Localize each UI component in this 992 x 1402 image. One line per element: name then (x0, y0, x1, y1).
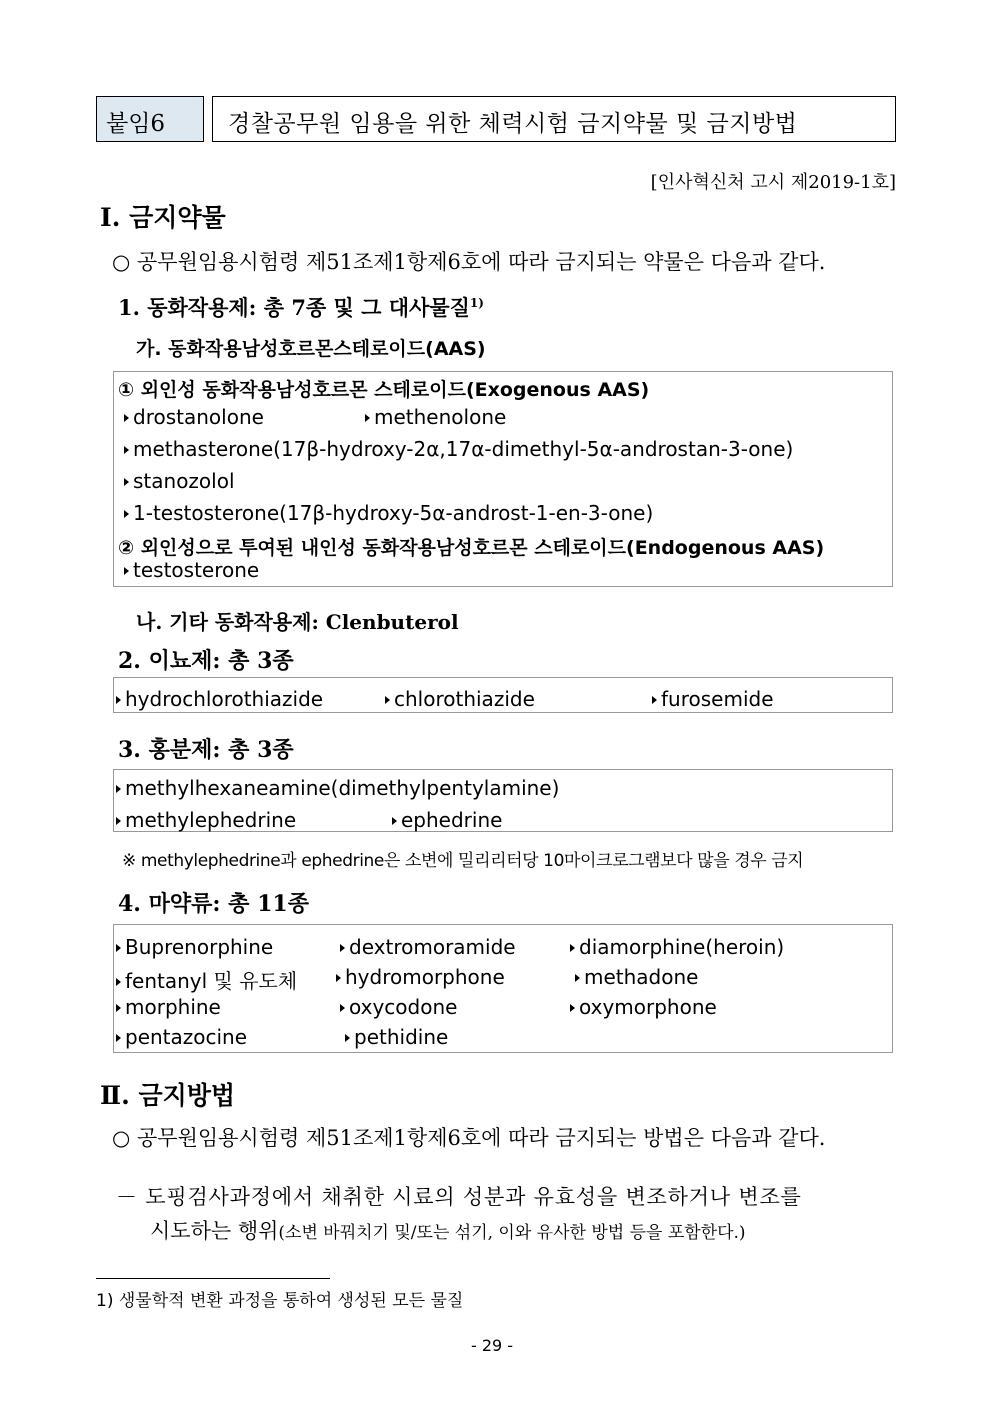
aas-endogenous-heading: ② 외인성으로 투여된 내인성 동화작용남성호르몬 스테로이드(Endogenous AAS) (118, 537, 825, 559)
bullet-triangle-icon (124, 446, 129, 454)
bullet-triangle-icon (336, 974, 341, 982)
list-item: 1-testosterone(17β-hydroxy-5α-androst-1-en-3-one) (124, 501, 653, 525)
attachment-tag-label: 붙임6 (106, 111, 166, 137)
bullet-triangle-icon (385, 696, 390, 704)
section-1-heading: Ⅰ. 금지약물 (100, 203, 226, 232)
bullet-triangle-icon (124, 478, 129, 486)
page-title: 경찰공무원 임용을 위한 체력시험 금지약물 및 금지방법 (228, 111, 798, 137)
list-item: methasterone(17β-hydroxy-2α,17α-dimethyl-5α-androstan-3-one) (124, 437, 793, 461)
bullet-triangle-icon (340, 944, 345, 952)
bullet-triangle-icon (124, 414, 129, 422)
sub1-heading: 1. 동화작용제: 총 7종 및 그 대사물질$^{1)}$ (118, 295, 484, 320)
sub1-ga: 가. 동화작용남성호르몬스테로이드(AAS) (136, 338, 486, 360)
list-item: hydromorphone (336, 965, 505, 989)
list-item: methenolone (365, 405, 506, 429)
bullet-triangle-icon (116, 785, 121, 793)
list-item: methadone (575, 965, 698, 989)
list-item: morphine (116, 995, 221, 1019)
bullet-triangle-icon (340, 1004, 345, 1012)
list-item: pethidine (345, 1025, 448, 1049)
bullet-triangle-icon (116, 696, 121, 704)
list-item: dextromoramide (340, 935, 516, 959)
bullet-triangle-icon (116, 817, 121, 825)
footnote-ref: 1) (469, 296, 484, 310)
page-number: - 29 - (471, 1336, 514, 1355)
notice-ref: [인사혁신처 고시 제2019-1호] (650, 172, 896, 193)
list-item: testosterone (124, 558, 259, 582)
bullet-triangle-icon (365, 414, 370, 422)
bullet-triangle-icon (124, 567, 129, 575)
bullet-triangle-icon (570, 944, 575, 952)
bullet-triangle-icon (116, 978, 121, 986)
list-item: ephedrine (392, 808, 502, 832)
list-item: oxycodone (340, 995, 457, 1019)
list-item: Buprenorphine (116, 935, 273, 959)
bullet-triangle-icon (575, 974, 580, 982)
footnote: 1) 생물학적 변환 과정을 통하여 생성된 모든 물질 (96, 1291, 464, 1311)
list-item: oxymorphone (570, 995, 717, 1019)
bullet-triangle-icon (116, 1034, 121, 1042)
list-item: diamorphine(heroin) (570, 935, 784, 959)
aas-exogenous-heading: ① 외인성 동화작용남성호르몬 스테로이드(Exogenous AAS) (118, 379, 650, 401)
sub2-heading: 2. 이뇨제: 총 3종 (118, 648, 294, 674)
list-item: chlorothiazide (385, 687, 535, 711)
list-item: methylephedrine (116, 808, 296, 832)
section-2-heading: Ⅱ. 금지방법 (100, 1081, 236, 1110)
bullet-triangle-icon (652, 696, 657, 704)
list-item: hydrochlorothiazide (116, 687, 323, 711)
list-item: methylhexaneamine(dimethylpentylamine) (116, 776, 559, 800)
bullet-triangle-icon (116, 944, 121, 952)
list-item: fentanyl 및 유도체 (116, 965, 297, 994)
section-2-intro: ○ 공무원임용시험령 제51조제1항제6호에 따라 금지되는 방법은 다음과 같다. (112, 1126, 826, 1150)
footnote-divider (96, 1278, 330, 1279)
list-item: drostanolone (124, 405, 264, 429)
bullet-triangle-icon (392, 817, 397, 825)
sub3-heading: 3. 홍분제: 총 3종 (118, 737, 294, 763)
section-1-intro: ○ 공무원임용시험령 제51조제1항제6호에 따라 금지되는 약물은 다음과 같다. (112, 250, 826, 274)
method-line-2: 시도하는 행위(소변 바꿔치기 및/또는 섞기, 이와 유사한 방법 등을 포함한다.) (150, 1219, 746, 1243)
list-item: stanozolol (124, 469, 235, 493)
bullet-triangle-icon (345, 1034, 350, 1042)
bullet-triangle-icon (570, 1004, 575, 1012)
bullet-triangle-icon (116, 1004, 121, 1012)
stimulants-note: ※ methylephedrine과 ephedrine은 소변에 밀리리터당 10마이크로그램보다 많을 경우 금지 (122, 851, 804, 871)
list-item: furosemide (652, 687, 774, 711)
method-line-1: － 도핑검사과정에서 채취한 시료의 성분과 유효성을 변조하거나 변조를 (116, 1185, 802, 1209)
bullet-triangle-icon (124, 510, 129, 518)
sub1-na: 나. 기타 동화작용제: Clenbuterol (136, 610, 459, 634)
sub4-heading: 4. 마약류: 총 11종 (118, 891, 309, 917)
list-item: pentazocine (116, 1025, 247, 1049)
